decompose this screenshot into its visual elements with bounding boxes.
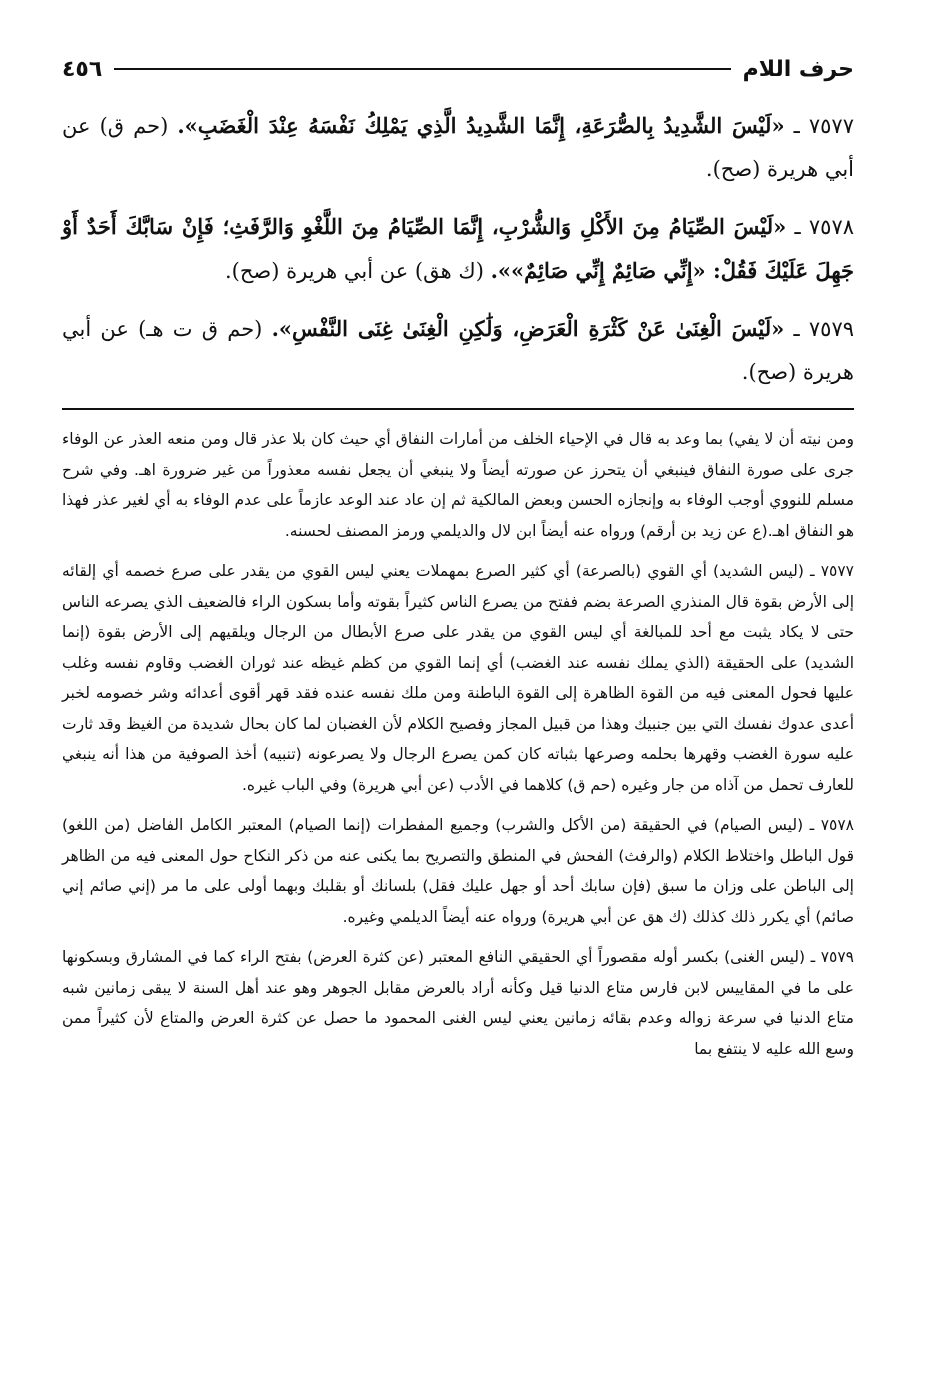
hadith-text: «لَيْسَ الْغِنَىٰ عَنْ كَثْرَةِ الْعَرَضِ، وَلَٰكِنِ الْغِنَىٰ غِنَى النَّفْسِ». bbox=[271, 316, 785, 341]
page-header bbox=[62, 40, 854, 98]
commentary-paragraph: ٧٥٧٩ ـ (ليس الغنى) بكسر أوله مقصوراً أي الحقيقي النافع المعتبر (عن كثرة العرض) بفتح الراء كما في المشارق وبسكونها على ما في المقاييس لابن فارس متاع الدنيا قيل وكأنه أراد بالعرض مقابل الجوهر وهو عند أهل السنة لا يبقى زمانين شبه متاع الدنيا في سرعة زواله وعدم بقائه زمانين يعني ليس الغنى المحمود ما حصل عن كثرة العرض والمتاع لأن كثيراً ممن وسع الله عليه لا ينتفع بما bbox=[62, 948, 854, 1058]
hadith-number: ٧٥٧٩ ـ bbox=[793, 317, 855, 341]
hadith-entry bbox=[62, 104, 854, 191]
commentary-paragraph: ٧٥٧٧ ـ (ليس الشديد) أي القوي (بالصرعة) أي كثير الصرع بمهملات يعني ليس القوي من يقدر على صرع خصمه أي إلقائه إلى الأرض بقوة قال المنذري الصرعة بضم ففتح من يصرع الناس كثيراً بقوته وأما بسكون الراء فالضعيف الذي يصرعه الناس حتى لا يكاد يثبت مع أحد للمبالغة أي ليس القوي من يقدر على صرع الأبطال من الرجال ويلقيهم إلى الأرض بقوة (إنما الشديد) على الحقيقة (الذي يملك نفسه عند الغضب) أي إنما القوي من كظم غيظه عند ثوران الغضب وقاوم نفسه وغلب عليها فحول المعنى فيه من القوة الظاهرة إلى القوة الباطنة ومن ملك نفسه عنده فقد قهر أقوى أعدائه وشر خصومه لخبر أعدى عدوك نفسك التي بين جنبيك وهذا من قبيل المجاز وفصيح الكلام لأن الغضبان لما كان بحال شديدة من الغيظ وقد ثارت عليه سورة الغضب وقهرها بحلمه وصرعها بثباته كان كمن يصرع الرجال ولا يصرعونه (تنبيه) أخذ الصوفية من هذا أنه ينبغي للعارف تحمل من آذاه من جار وغيره (حم ق) كلاهما في الأدب (عن أبي هريرة) وفي الباب غيره. bbox=[62, 562, 854, 794]
hadith-text: «لَيْسَ الصِّيَامُ مِنَ الأَكْلِ وَالشُّرْبِ، إِنَّمَا الصِّيَامُ مِنَ اللَّغْوِ وَالرَّفَثِ؛ فَإِنْ سَابَّكَ أَحَدٌ أَوْ جَهِلَ عَلَيْكَ فَقُلْ: «إِنِّي صَائِمٌ إِنِّي صَائِمٌ»». bbox=[62, 214, 854, 283]
commentary-paragraph: ومن نيته أن لا يفي) بما وعد به قال في الإحياء الخلف من أمارات النفاق أي حيث كان بلا عذر قال ومن منعه العذر عن الوفاء جرى على صورة النفاق فينبغي أن يتحرز عن صورته أيضاً ولا ينبغي أن يجعل نفسه معذوراً من غير ضرورة اهـ. وفي شرح مسلم للنووي أوجب الوفاء به وإنجازه الحسن وبعض المالكية ثم إن عاد عند الوعد عازماً على عدم الوفاء به أي لغير عذر فهذا هو النفاق اهـ.(ع عن زيد بن أرقم) ورواه عنه أيضاً ابن لال والديلمي ورمز المصنف لحسنه. bbox=[62, 430, 854, 540]
hadith-section bbox=[62, 104, 854, 394]
section-divider bbox=[62, 408, 854, 410]
commentary-paragraph: ٧٥٧٨ ـ (ليس الصيام) في الحقيقة (من الأكل والشرب) وجميع المفطرات (إنما الصيام) المعتبر الكامل الفاضل (من اللغو) قول الباطل واختلاط الكلام (والرفث) الفحش في المنطق والتصريح بما يكنى عنه من ذكر النكاح حول المعنى فيه من الظاهر إلى الباطن على وزان ما سبق (فإن سابك أحد أو جهل عليك فقل) بلسانك أو بقلبك وبهما أولى على ما مر (إني صائم إني صائم) أي يكرر ذلك كذلك (ك هق عن أبي هريرة) ورواه عنه أيضاً الديلمي وغيره. bbox=[62, 816, 854, 926]
commentary-section bbox=[62, 424, 854, 1064]
hadith-entry bbox=[62, 307, 854, 394]
header-rule bbox=[114, 68, 730, 70]
page-number: ٤٥٦ bbox=[62, 56, 103, 82]
hadith-reference: (حم ق) عن أبي هريرة (صح). bbox=[62, 114, 854, 181]
hadith-entry bbox=[62, 205, 854, 293]
running-title: حرف اللام bbox=[742, 56, 854, 82]
hadith-number: ٧٥٧٨ ـ bbox=[794, 215, 855, 239]
hadith-reference: (حم ق ت هـ) عن أبي هريرة (صح). bbox=[62, 317, 854, 384]
hadith-number: ٧٥٧٧ ـ bbox=[793, 114, 854, 138]
page bbox=[62, 40, 854, 1330]
hadith-text: «لَيْسَ الشَّدِيدُ بِالصُّرَعَةِ، إِنَّمَا الشَّدِيدُ الَّذِي يَمْلِكُ نَفْسَهُ عِنْدَ الْغَضَبِ». bbox=[177, 113, 785, 138]
hadith-reference: (ك هق) عن أبي هريرة (صح). bbox=[224, 259, 484, 283]
